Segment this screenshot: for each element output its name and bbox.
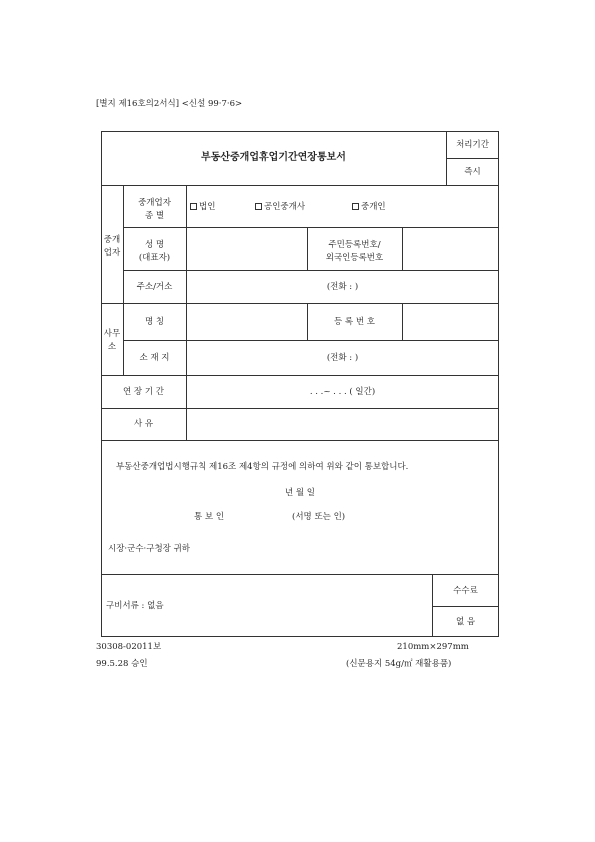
registration-number-label: 등 록 번 호 (334, 317, 375, 327)
fee-label: 수수료 (453, 586, 478, 596)
option-corporation[interactable]: 법인 (190, 203, 215, 212)
extension-value: . . .~ . . . ( 일간) (309, 387, 376, 397)
addressee: 시장·군수·구청장 귀하 (108, 544, 191, 554)
office-location-label: 소 재 지 (139, 353, 170, 363)
date-line: 년 월 일 (284, 488, 316, 498)
office-name-label: 명 칭 (144, 317, 165, 327)
fee-value: 없 음 (455, 617, 476, 627)
processing-label: 처리기간 (456, 140, 489, 150)
checkbox[interactable] (255, 203, 262, 210)
agent-group-label: 중개 업자 (103, 235, 121, 258)
name-label: 성 명 (대표자) (138, 240, 171, 263)
form-reference: [별지 제16호의2서식] <신설 99·7·6> (96, 99, 243, 109)
checkbox[interactable] (352, 203, 359, 210)
option-broker[interactable]: 중개인 (352, 203, 386, 212)
extension-label: 연 장 기 간 (123, 387, 164, 397)
address-label: 주소/거소 (136, 282, 173, 292)
paper-spec: (신문용지 54g/㎡ 재활용품) (346, 659, 452, 669)
approval-date: 99.5.28 승인 (96, 659, 148, 669)
reason-label: 사 유 (133, 419, 154, 429)
processing-value: 즉시 (464, 167, 481, 177)
office-phone: (전화 : ) (326, 353, 359, 363)
paper-size: 210mm×297mm (397, 642, 469, 652)
reporter-label: 통 보 인 (194, 512, 225, 522)
id-number-label: 주민등록번호/ 외국인등록번호 (325, 240, 384, 263)
address-phone: (전화 : ) (326, 282, 359, 292)
required-documents: 구비서류 : 없음 (106, 601, 164, 611)
statement-text: 부동산중개업법시행규칙 제16조 제4항의 규정에 의하여 위와 같이 통보합니다. (116, 462, 409, 472)
reporter-sign: (서명 또는 인) (292, 512, 346, 522)
agent-type-label: 중개업자 종 별 (138, 198, 171, 221)
form-title: 부동산중개업휴업기간연장통보서 (201, 152, 346, 163)
office-group-label: 사무 소 (103, 329, 121, 352)
form-code: 30308-02011보 (96, 642, 162, 652)
checkbox[interactable] (190, 203, 197, 210)
option-licensed-agent[interactable]: 공인중개사 (255, 203, 305, 212)
